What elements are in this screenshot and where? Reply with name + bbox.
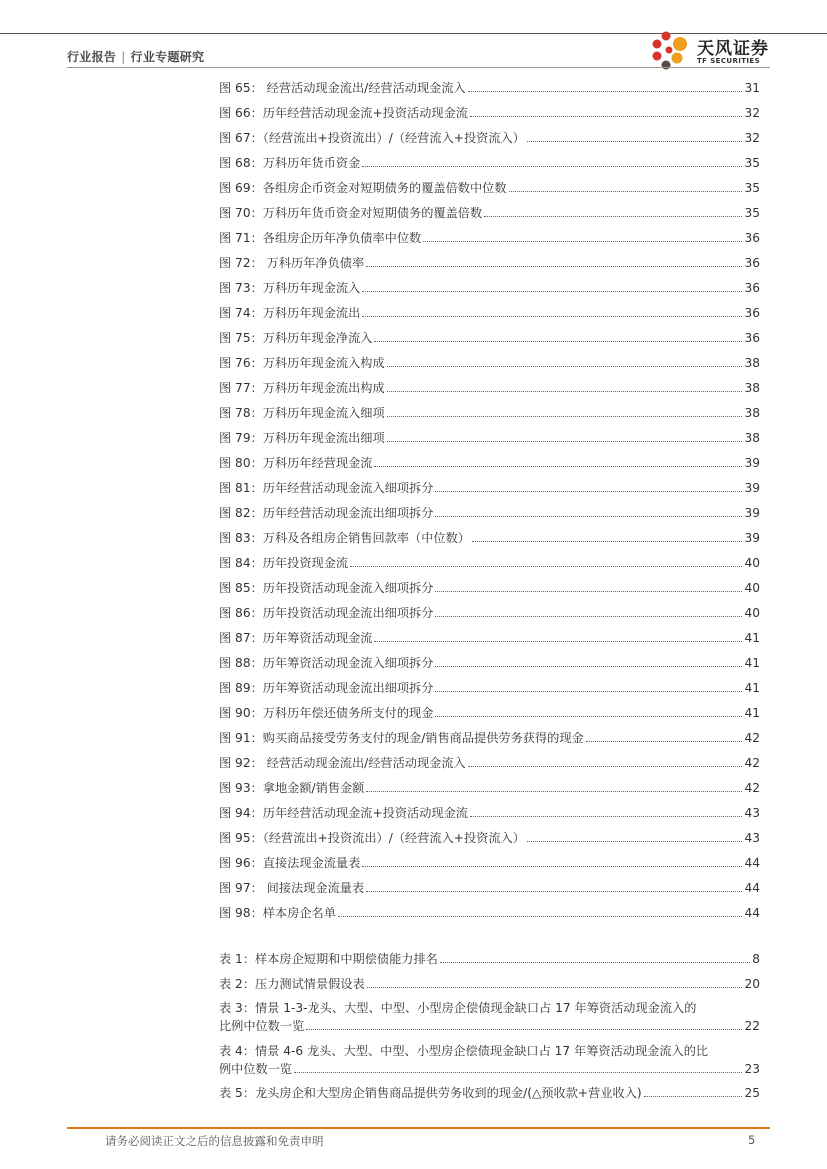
toc-figure-entry[interactable]: 图 94：历年经营活动现金流+投资活动现金流 43 <box>219 806 760 820</box>
footer-disclaimer: 请务必阅读正文之后的信息披露和免责申明 <box>105 1134 324 1148</box>
toc-figure-entry[interactable]: 图 69：各组房企币资金对短期债务的覆盖倍数中位数 35 <box>219 181 760 195</box>
toc-figure-entry[interactable]: 图 71：各组房企历年净负债率中位数 36 <box>219 231 760 245</box>
toc-figure-entry[interactable]: 图 79：万科历年现金流出细项 38 <box>219 431 760 445</box>
report-type: 行业报告 <box>67 50 117 64</box>
logo-chinese: 天风证券 <box>697 39 769 59</box>
toc-figure-entry[interactable]: 图 80：万科历年经营现金流 39 <box>219 456 760 470</box>
toc-table-entry[interactable]: 比例中位数一览 22 <box>219 1019 760 1033</box>
toc-figure-entry[interactable]: 图 74：万科历年现金流出 36 <box>219 306 760 320</box>
toc-figure-entry[interactable]: 图 93：拿地金额/销售金额 42 <box>219 781 760 795</box>
toc-figure-entry[interactable]: 图 72： 万科历年净负债率 36 <box>219 256 760 270</box>
toc-figure-entry[interactable]: 图 68：万科历年货币资金 35 <box>219 156 760 170</box>
report-subtype: 行业专题研究 <box>130 50 205 64</box>
toc-figure-entry[interactable]: 图 66：历年经营活动现金流+投资活动现金流 32 <box>219 106 760 120</box>
page-number: 5 <box>748 1133 756 1147</box>
toc-figure-entry[interactable]: 图 67：（经营流出+投资流出）/（经营流入+投资流入） 32 <box>219 131 760 145</box>
toc-figure-entry[interactable]: 图 91：购买商品接受劳务支付的现金/销售商品提供劳务获得的现金 42 <box>219 731 760 745</box>
toc-figure-entry[interactable]: 图 81：历年经营活动现金流入细项拆分 39 <box>219 481 760 495</box>
toc-figure-entry[interactable]: 图 87：历年筹资活动现金流 41 <box>219 631 760 645</box>
toc-figure-entry[interactable]: 图 98：样本房企名单 44 <box>219 906 760 920</box>
header-rule <box>67 67 770 68</box>
toc-table-entry[interactable]: 表 1：样本房企短期和中期偿债能力排名 8 <box>219 952 760 966</box>
toc-table-entry[interactable]: 例中位数一览 23 <box>219 1062 760 1076</box>
toc-figure-entry[interactable]: 图 77：万科历年现金流出构成 38 <box>219 381 760 395</box>
toc-figure-entry[interactable]: 图 86：历年投资活动现金流出细项拆分 40 <box>219 606 760 620</box>
breadcrumb-separator: | <box>121 50 126 64</box>
toc-figure-entry[interactable]: 图 70：万科历年货币资金对短期债务的覆盖倍数 35 <box>219 206 760 220</box>
toc-figure-entry[interactable]: 图 78：万科历年现金流入细项 38 <box>219 406 760 420</box>
toc-figure-entry[interactable]: 图 92： 经营活动现金流出/经营活动现金流入 42 <box>219 756 760 770</box>
toc-figure-entry[interactable]: 图 95：（经营流出+投资流出）/（经营流入+投资流入） 43 <box>219 831 760 845</box>
logo-mark-icon <box>650 30 694 72</box>
toc-figure-entry[interactable]: 图 88：历年筹资活动现金流入细项拆分 41 <box>219 656 760 670</box>
toc-figure-entry[interactable]: 图 89：历年筹资活动现金流出细项拆分 41 <box>219 681 760 695</box>
company-logo <box>650 30 770 72</box>
toc-table-entry[interactable]: 表 2：压力测试情景假设表 20 <box>219 977 760 991</box>
toc-table-entry[interactable]: 表 5：龙头房企和大型房企销售商品提供劳务收到的现金/(△预收款+营业收入) 25 <box>219 1086 760 1100</box>
toc-figure-entry[interactable]: 图 82：历年经营活动现金流出细项拆分 39 <box>219 506 760 520</box>
toc-table-entry-line1[interactable]: 表 4：情景 4-6 龙头、大型、中型、小型房企偿债现金缺口占 17 年筹资活动现金流入的比 <box>219 1044 709 1058</box>
toc-figure-entry[interactable]: 图 90：万科历年偿还债务所支付的现金 41 <box>219 706 760 720</box>
footer-rule <box>67 1127 770 1129</box>
toc-figure-entry[interactable]: 图 83：万科及各组房企销售回款率（中位数） 39 <box>219 531 760 545</box>
toc-table-entry-line1[interactable]: 表 3：情景 1-3-龙头、大型、中型、小型房企偿债现金缺口占 17 年筹资活动现金流入的 <box>219 1001 697 1015</box>
toc-figure-entry[interactable]: 图 97： 间接法现金流量表 44 <box>219 881 760 895</box>
toc-figure-entry[interactable]: 图 85：历年投资活动现金流入细项拆分 40 <box>219 581 760 595</box>
toc-figure-entry[interactable]: 图 75：万科历年现金净流入 36 <box>219 331 760 345</box>
toc-figure-entry[interactable]: 图 73：万科历年现金流入 36 <box>219 281 760 295</box>
toc-figure-entry[interactable]: 图 76：万科历年现金流入构成 38 <box>219 356 760 370</box>
logo-english: TF SECURITIES <box>697 57 761 65</box>
breadcrumb <box>67 48 204 65</box>
toc-figure-entry[interactable]: 图 96：直接法现金流量表 44 <box>219 856 760 870</box>
toc-figure-entry[interactable]: 图 84：历年投资现金流 40 <box>219 556 760 570</box>
toc-figure-entry[interactable]: 图 65： 经营活动现金流出/经营活动现金流入 31 <box>219 81 760 95</box>
